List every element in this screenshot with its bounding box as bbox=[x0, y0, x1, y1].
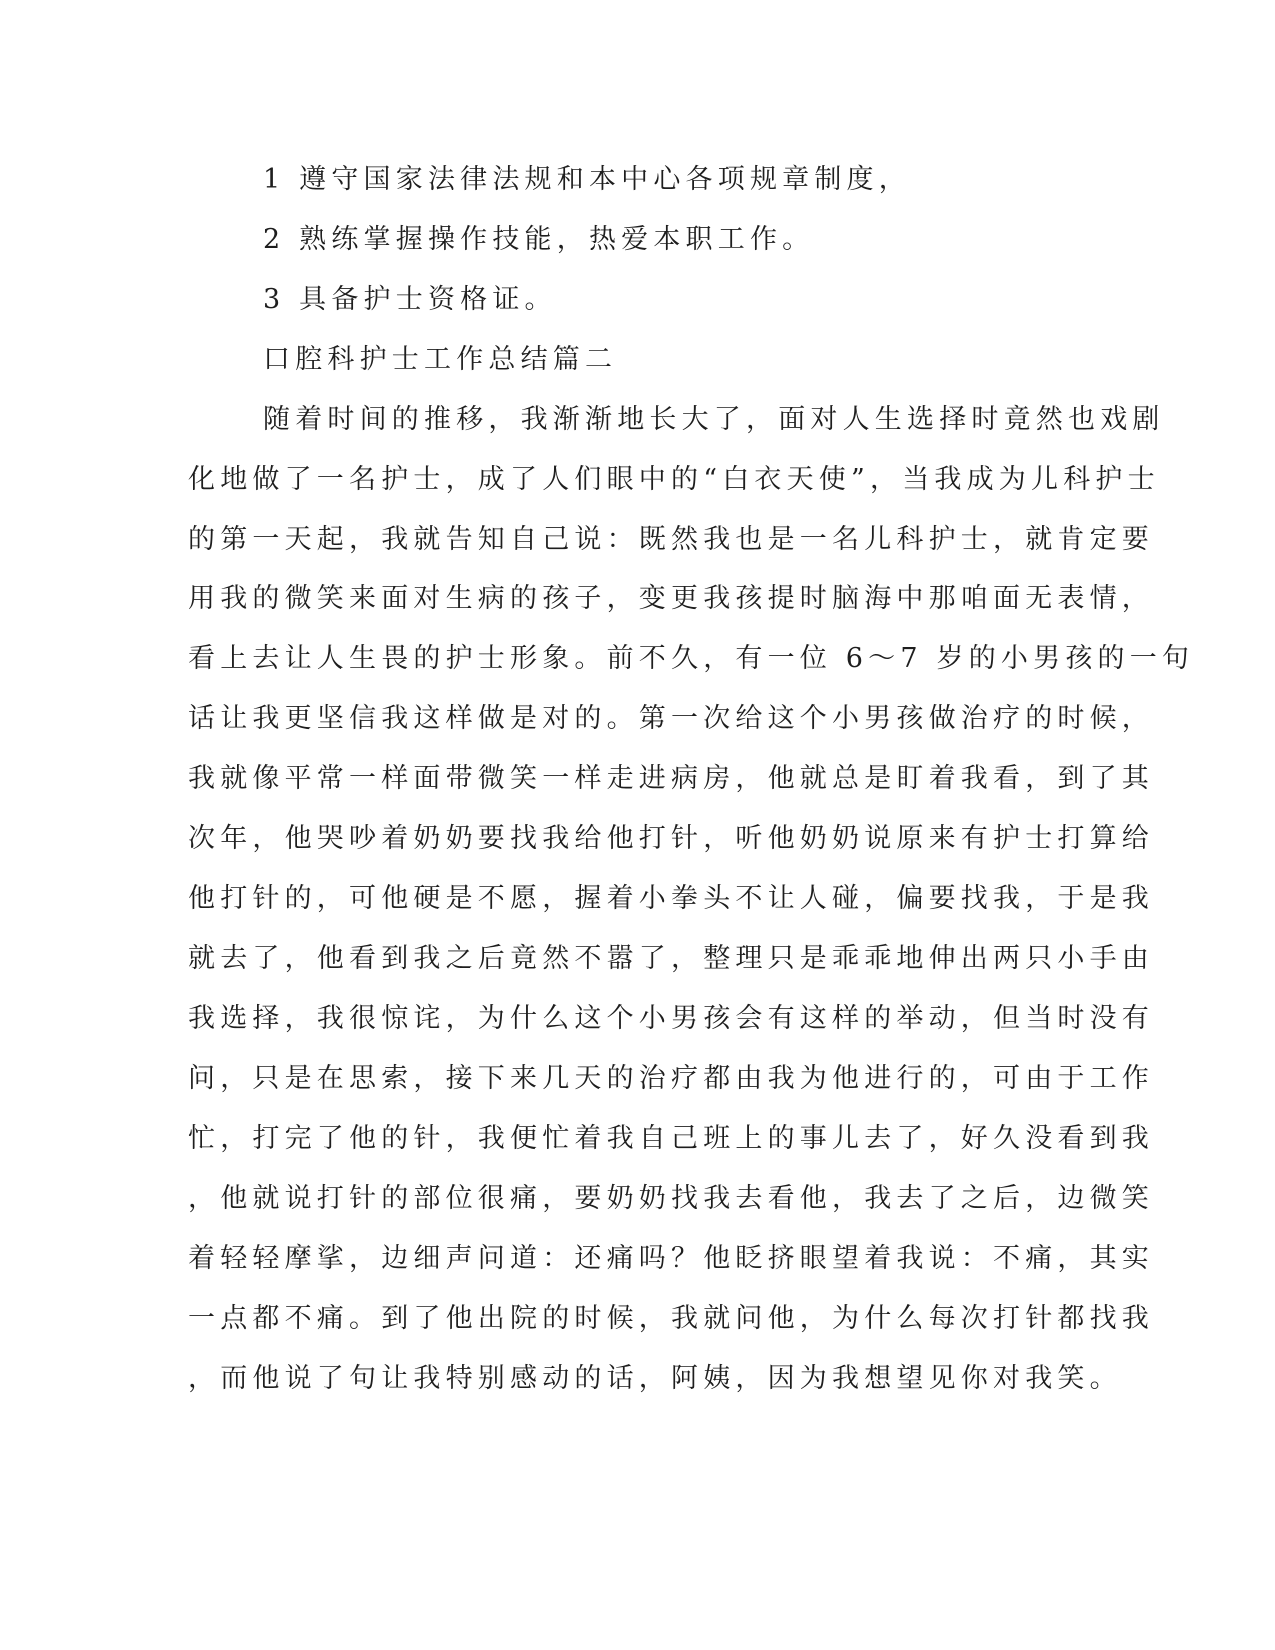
paragraph-line-17: ，而他说了句让我特别感动的话，阿姨，因为我想望见你对我笑。 bbox=[188, 1363, 1122, 1394]
paragraph-line-1: 随着时间的推移，我渐渐地长大了，面对人生选择时竟然也戏剧 bbox=[263, 404, 1165, 435]
section-heading: 口腔科护士工作总结篇二 bbox=[263, 344, 618, 375]
paragraph-line-15: 着轻轻摩挲，边细声问道：还痛吗？他眨挤眼望着我说：不痛，其实 bbox=[188, 1243, 1154, 1274]
paragraph-line-16: 一点都不痛。到了他出院的时候，我就问他，为什么每次打针都找我 bbox=[188, 1303, 1154, 1334]
paragraph-line-9: 他打针的，可他硬是不愿，握着小拳头不让人碰，偏要找我，于是我 bbox=[188, 883, 1154, 914]
list-item-3: 3 具备护士资格证。 bbox=[263, 284, 557, 315]
paragraph-line-4: 用我的微笑来面对生病的孩子，变更我孩提时脑海中那咱面无表情， bbox=[188, 583, 1154, 614]
paragraph-line-10: 就去了，他看到我之后竟然不嚣了，整理只是乖乖地伸出两只小手由 bbox=[188, 943, 1154, 974]
paragraph-line-2: 化地做了一名护士，成了人们眼中的“白衣天使”，当我成为儿科护士 bbox=[188, 464, 1160, 495]
paragraph-line-8: 次年，他哭吵着奶奶要找我给他打针，听他奶奶说原来有护士打算给 bbox=[188, 823, 1154, 854]
list-item-1: 1 遵守国家法律法规和本中心各项规章制度， bbox=[263, 164, 911, 195]
paragraph-line-14: ，他就说打针的部位很痛，要奶奶找我去看他，我去了之后，边微笑 bbox=[188, 1183, 1154, 1214]
list-item-2: 2 熟练掌握操作技能，热爱本职工作。 bbox=[263, 224, 815, 255]
paragraph-line-7: 我就像平常一样面带微笑一样走进病房，他就总是盯着我看，到了其 bbox=[188, 763, 1154, 794]
paragraph-line-11: 我选择，我很惊诧，为什么这个小男孩会有这样的举动，但当时没有 bbox=[188, 1003, 1154, 1034]
paragraph-line-12: 问，只是在思索，接下来几天的治疗都由我为他进行的，可由于工作 bbox=[188, 1063, 1154, 1094]
paragraph-line-13: 忙，打完了他的针，我便忙着我自己班上的事儿去了，好久没看到我 bbox=[188, 1123, 1154, 1154]
paragraph-line-6: 话让我更坚信我这样做是对的。第一次给这个小男孩做治疗的时候， bbox=[188, 703, 1154, 734]
paragraph-line-3: 的第一天起，我就告知自己说：既然我也是一名儿科护士，就肯定要 bbox=[188, 524, 1154, 555]
paragraph-line-5: 看上去让人生畏的护士形象。前不久，有一位 6～7 岁的小男孩的一句 bbox=[188, 643, 1195, 674]
